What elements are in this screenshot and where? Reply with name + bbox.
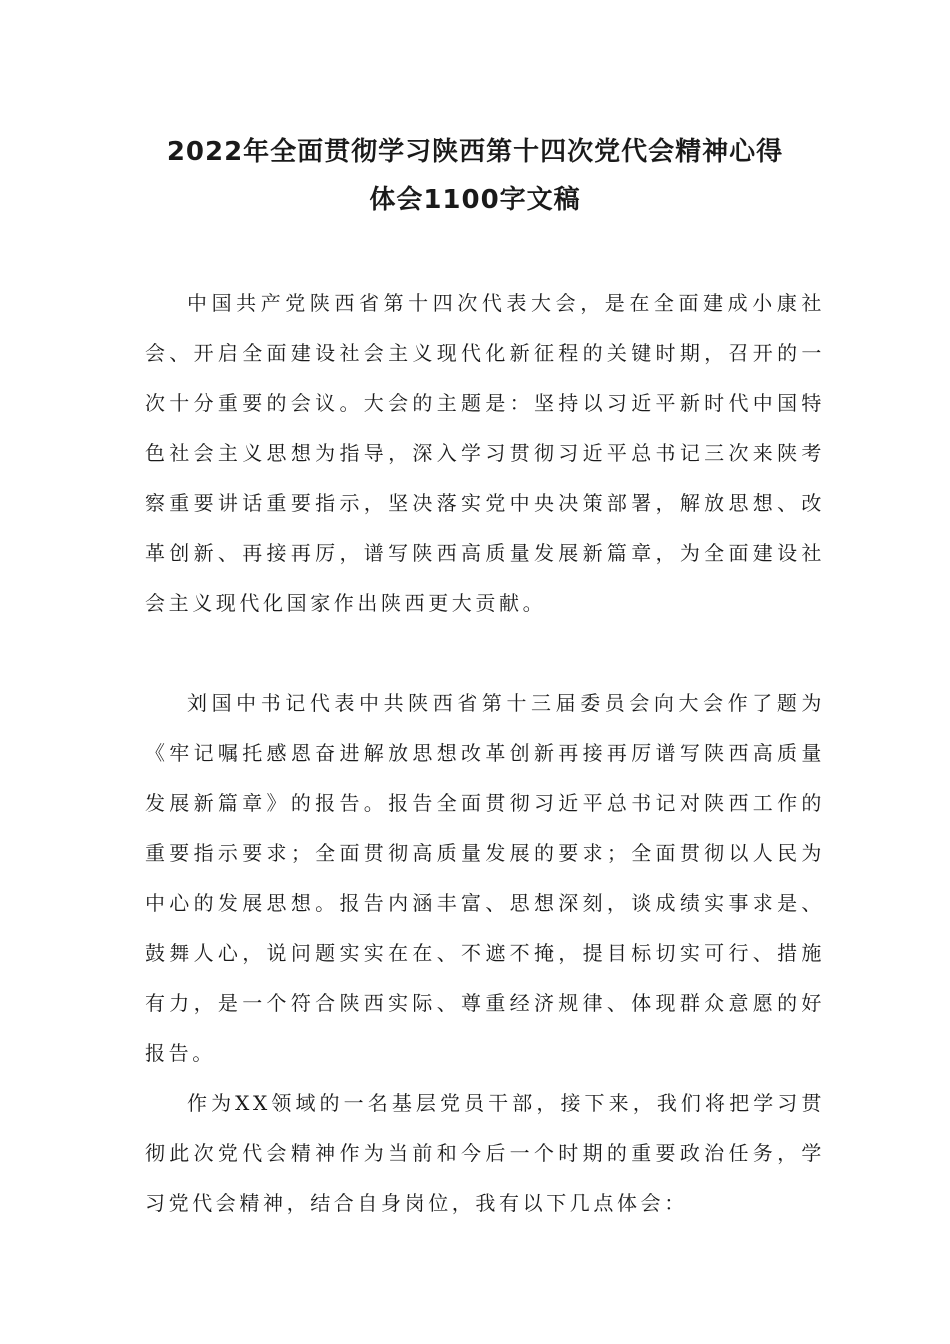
- paragraph-report-summary: 刘国中书记代表中共陕西省第十三届委员会向大会作了题为《牢记嘱托感恩奋进解放思想改革创新再接再厉谱写陕西高质量发展新篇章》的报告。报告全面贯彻习近平总书记对陕西工作的重要指示要求；全面贯彻高质量发展的要求；全面贯彻以人民为中心的发展思想。报告内涵丰富、思想深刻，谈成绩实事求是、鼓舞人心，说问题实实在在、不遮不掩，提目标切实可行、措施有力，是一个符合陕西实际、尊重经济规律、体现群众意愿的好报告。: [145, 691, 825, 1065]
- paragraph-congress-overview: 中国共产党陕西省第十四次代表大会，是在全面建成小康社会、开启全面建设社会主义现代化新征程的关键时期，召开的一次十分重要的会议。大会的主题是：坚持以习近平新时代中国特色社会主义思想为指导，深入学习贯彻习近平总书记三次来陕考察重要讲话重要指示，坚决落实党中央决策部署，解放思想、改革创新、再接再厉，谱写陕西高质量发展新篇章，为全面建设社会主义现代化国家作出陕西更大贡献。: [145, 291, 825, 615]
- title-line-1: 2022年全面贯彻学习陕西第十四次党代会精神心得: [166, 137, 784, 167]
- title-line-2: 体会1100字文稿: [369, 185, 581, 215]
- paragraph-personal-reflection: 作为XX领域的一名基层党员干部，接下来，我们将把学习贯彻此次党代会精神作为当前和今后一个时期的重要政治任务，学习党代会精神，结合自身岗位，我有以下几点体会：: [145, 1091, 825, 1215]
- document-title: [100, 128, 850, 224]
